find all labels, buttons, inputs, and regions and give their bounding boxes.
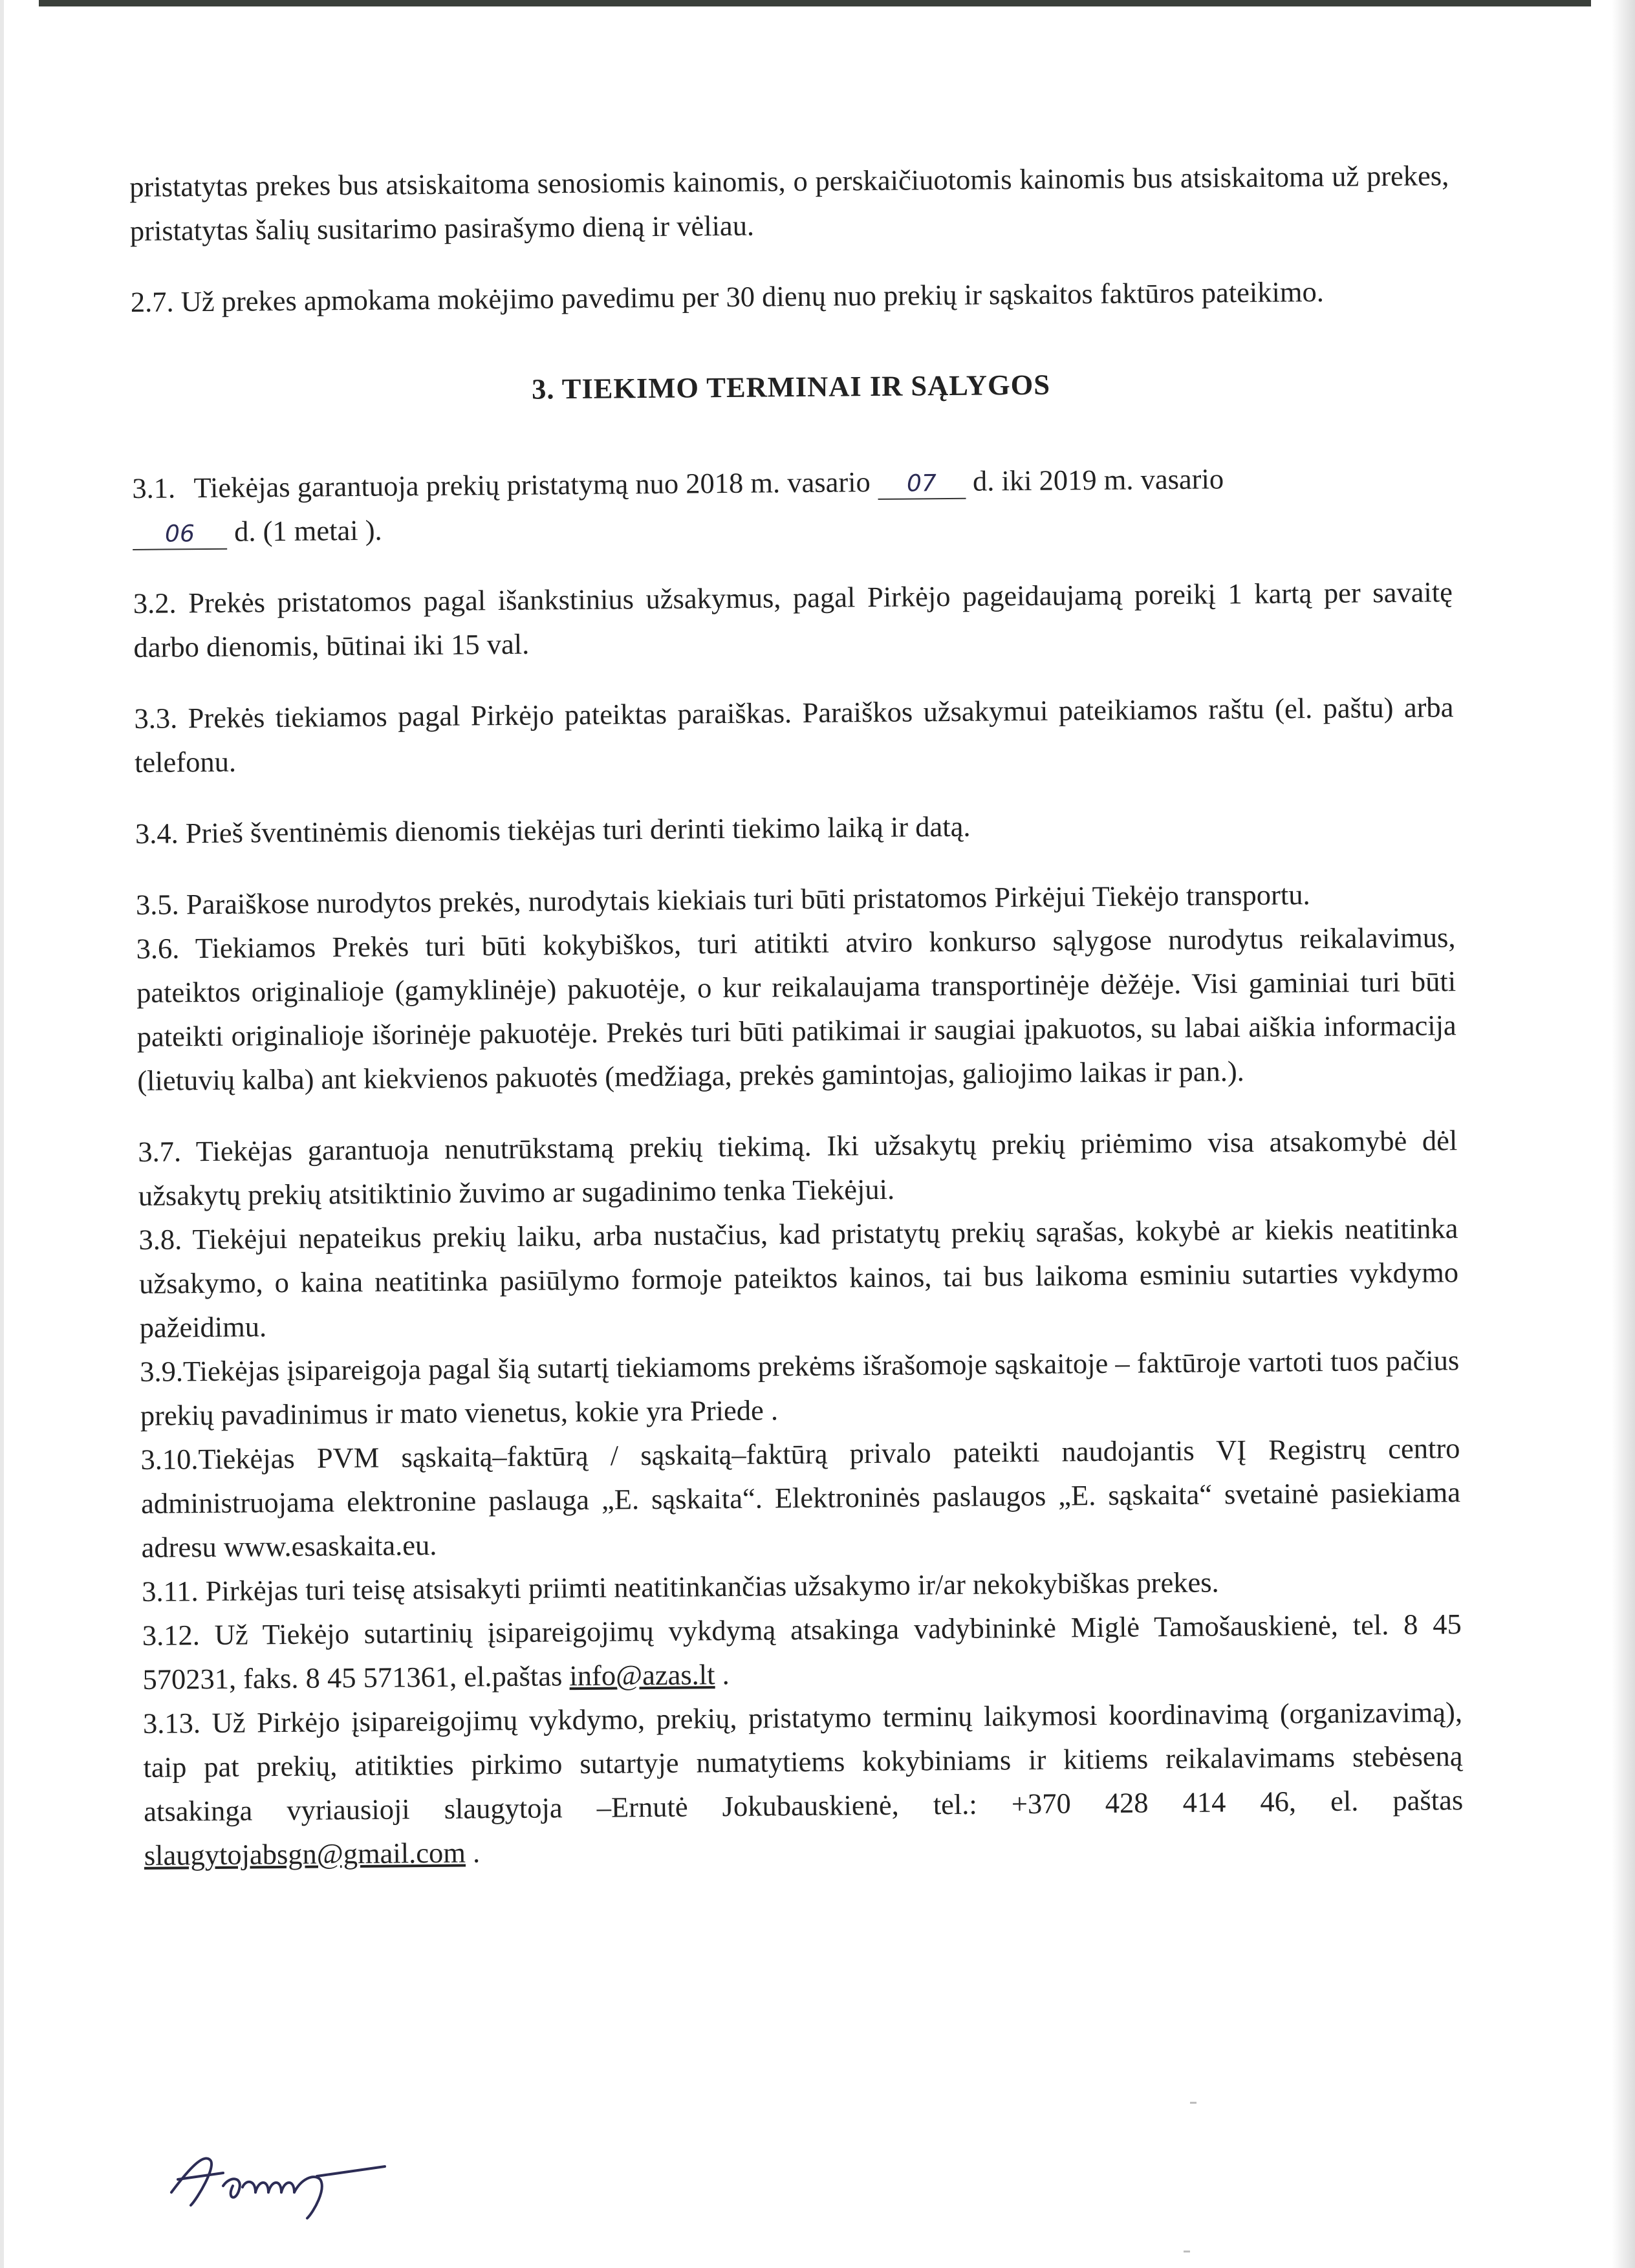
paragraph-3-12 [142, 1602, 1462, 1701]
email-link-buyer[interactable]: slaugytojabsgn@gmail.com [144, 1836, 466, 1872]
scan-edge-top [39, 0, 1591, 6]
document-body [129, 153, 1464, 1877]
scan-speck [1190, 2102, 1196, 2104]
clause-text: . [722, 1658, 730, 1691]
paragraph-3-1 [132, 455, 1452, 554]
paragraph-3-9: 3.9.Tiekėjas įsipareigoja pagal šią sutartį tiekiamoms prekėms išrašomoje sąskaitoje – faktūroje vartoti tuos pačius prekių pavadinimus ir mato vienetus, kokie yra Priede . [140, 1344, 1460, 1432]
handwritten-start-day: 07 [878, 470, 966, 500]
paragraph-3-11: 3.11. Pirkėjas turi teisę atsisakyti priimti neatitinkančias užsakymo ir/ar nekokybiškas prekes. [142, 1566, 1219, 1608]
paragraph-intro: pristatytas prekes bus atsiskaitoma senosiomis kainomis, o perskaičiuotomis kainomis bus atsiskaitoma už prekes, pristatytas šalių susitarimo pasirašymo dieną ir vėliau. [129, 159, 1449, 247]
clause-text: 3.12. Už Tiekėjo sutartinių įsipareigojimų vykdymą atsakinga vadybininkė Miglė Tamošauskienė, tel. 8 45 570231, faks. 8 45 571361, el.paštas [142, 1608, 1462, 1696]
clause-text: 3.13. Už Pirkėjo įsipareigojimų vykdymo, prekių, pristatymo terminų laikymosi koordinavimą (organizavimą), taip pat prekių, atitikties pirkimo sutartyje numatytiems kokybiniams ir kitiems reikalavimams stebėseną atsakinga vyriausioji slaugytoja –Ernutė Jokubauskienė, tel.: +370 428 414 46, el. paštas [142, 1696, 1464, 1828]
clause-text: . [472, 1836, 481, 1869]
clause-text: d. (1 metai ). [233, 513, 382, 548]
paragraph-3-6: 3.6. Tiekiamos Prekės turi būti kokybiškos, turi atitikti atviro konkurso sąlygose nurodytus reikalavimus, pateiktos originalioje (gamyklinėje) pakuotėje, o kur reikalaujama transportinėje dėžėje. Visi gaminiai turi būti pateikti originalioje išorinėje pakuotėje. Prekės turi būti patikimai ir saugiai įpakuotos, su labai aiškia informacija (lietuvių kalba) ant kiekvienos pakuotės (medžiaga, prekės gamintojas, galiojimo laikas ir pan.). [136, 921, 1456, 1097]
email-link-supplier[interactable]: info@azas.lt [569, 1658, 715, 1692]
paragraph-3-7: 3.7. Tiekėjas garantuoja nenutrūkstamą prekių tiekimą. Iki užsakytų prekių priėmimo visa atsakomybė dėl užsakytų prekių atsitiktinio žuvimo ar sugadinimo tenka Tiekėjui. [138, 1124, 1458, 1212]
handwritten-signature [165, 2141, 501, 2231]
scan-speck [1184, 2251, 1190, 2252]
handwritten-end-day: 06 [133, 520, 227, 550]
paragraph-3-10: 3.10.Tiekėjas PVM sąskaitą–faktūrą / sąskaitą–faktūrą privalo pateikti naudojantis VĮ Registrų centro administruojama elektronine paslauga „E. sąskaita“. Elektroninės paslaugos „E. sąskaita“ svetainė pasiekiama adresu www.esaskaita.eu. [140, 1432, 1461, 1564]
paragraph-3-2: 3.2. Prekės pristatomos pagal išankstinius užsakymus, pagal Pirkėjo pageidaujamą poreikį 1 kartą per savaitę darbo dienomis, būtinai iki 15 val. [133, 576, 1453, 664]
paragraph-3-5: 3.5. Paraiškose nurodytos prekės, nurodytais kiekiais turi būti pristatomos Pirkėjui Tiekėjo transportu. [135, 878, 1310, 921]
clause-text: d. iki 2019 m. vasario [972, 462, 1224, 497]
paragraph-3-3: 3.3. Prekės tiekiamos pagal Pirkėjo pateiktas paraiškas. Paraiškos užsakymui pateikiamos raštu (el. paštu) arba telefonu. [134, 691, 1454, 779]
section-heading: 3. TIEKIMO TERMINAI IR SĄLYGOS [531, 368, 1051, 405]
clause-text: Tiekėjas garantuoja prekių pristatymą nuo 2018 m. vasario [193, 466, 871, 504]
paragraph-3-4: 3.4. Prieš šventinėmis dienomis tiekėjas turi derinti tiekimo laiką ir datą. [135, 810, 971, 850]
paragraph-2-7: 2.7. Už prekes apmokama mokėjimo pavedimu per 30 dienų nuo prekių ir sąskaitos faktūros pateikimo. [130, 275, 1325, 318]
scan-edge-right [1612, 0, 1635, 2268]
scan-edge-left [0, 0, 4, 2268]
paragraph-3-13 [143, 1690, 1464, 1877]
clause-number: 3.1. [132, 471, 176, 504]
paragraph-3-8: 3.8. Tiekėjui nepateikus prekių laiku, arba nustačius, kad pristatytų prekių sąrašas, kokybė ar kiekis neatitinka užsakymo, o kaina neatitinka pasiūlymo formoje pateiktos kainos, tai bus laikoma esminiu sutarties vykdymo pažeidimu. [138, 1212, 1459, 1344]
